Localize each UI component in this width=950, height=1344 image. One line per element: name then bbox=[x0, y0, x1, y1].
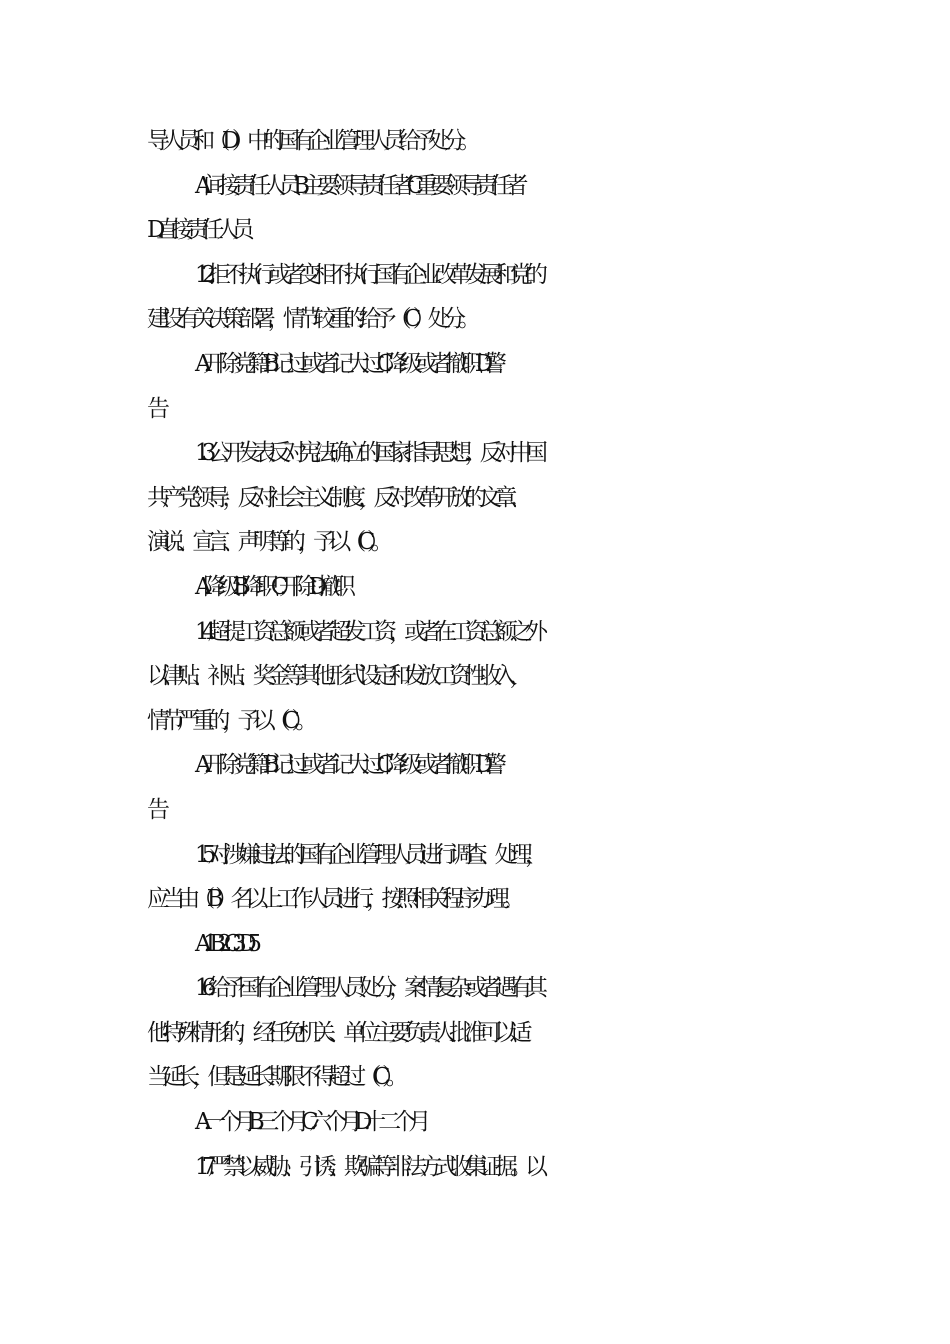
text-line: 导人员和（ D ）中的国有企业管理人员给予处分。 bbox=[147, 128, 474, 154]
text-line: 他特殊情形的，经任免机关、单位主要负责人批准可以适 bbox=[147, 1019, 525, 1046]
text-line: 演说、宣言、声明等的，予以（ C ）。 bbox=[147, 529, 386, 556]
text-line: A.开除党籍 B.记过或者记大过 C.降级或者撤职 D.警 bbox=[195, 752, 499, 779]
document-body bbox=[147, 119, 807, 1189]
text-line: 告 bbox=[147, 395, 163, 422]
text-line: 12.拒不执行或者变相不执行国有企业改革发展和党的 bbox=[195, 261, 541, 288]
text-line: 13.公开发表反对宪法确立的国家指导思想，反对中国 bbox=[195, 440, 541, 467]
text-line: 应当由（ B ）名以上工作人员进行，按照相关程序办理。 bbox=[147, 886, 518, 913]
text-line: 建设有关决策部署，情节较重的给予（C ）处分。 bbox=[147, 306, 474, 333]
text-line: A.降级 B.降职 C.开除 D.撤职 bbox=[195, 573, 348, 600]
text-line: 当延长，但是延长期限不得超过（ C ）。 bbox=[147, 1064, 401, 1091]
text-line: 情节严重的，予以（ C ）。 bbox=[147, 707, 311, 734]
text-line: D.直接责任人员 bbox=[147, 217, 247, 244]
text-line: 14.超提工资总额或者超发工资，或者在工资总额之外 bbox=[195, 618, 541, 645]
text-line: 16.给予国有企业管理人员处分，案情复杂或者遇有其 bbox=[195, 975, 541, 1002]
text-line: A.1 B.2 C.3 D.5 bbox=[195, 930, 255, 957]
text-line: 15.对涉嫌违法的国有企业管理人员进行调查、处理， bbox=[195, 841, 541, 868]
text-line: A.间接责任人员 B.主要领导责任者 C.重要领导责任者 bbox=[195, 172, 521, 199]
text-line: 以津贴、补贴、奖金等其他形式设定和发放工资性收入， bbox=[147, 663, 525, 690]
text-line: A.开除党籍 B.记过或者记大过 C.降级或者撤职 D.警 bbox=[195, 350, 499, 377]
text-line: 告 bbox=[147, 796, 163, 823]
text-line: A.一个月 B.三个月 C.六个月 D.十二个月 bbox=[195, 1109, 424, 1136]
text-line: 17.严禁以威胁、引诱、欺骗等非法方式收集证据。以 bbox=[195, 1153, 541, 1180]
text-line: 共产党领导，反对社会主义制度，反对改革开放的文章、 bbox=[147, 484, 525, 511]
